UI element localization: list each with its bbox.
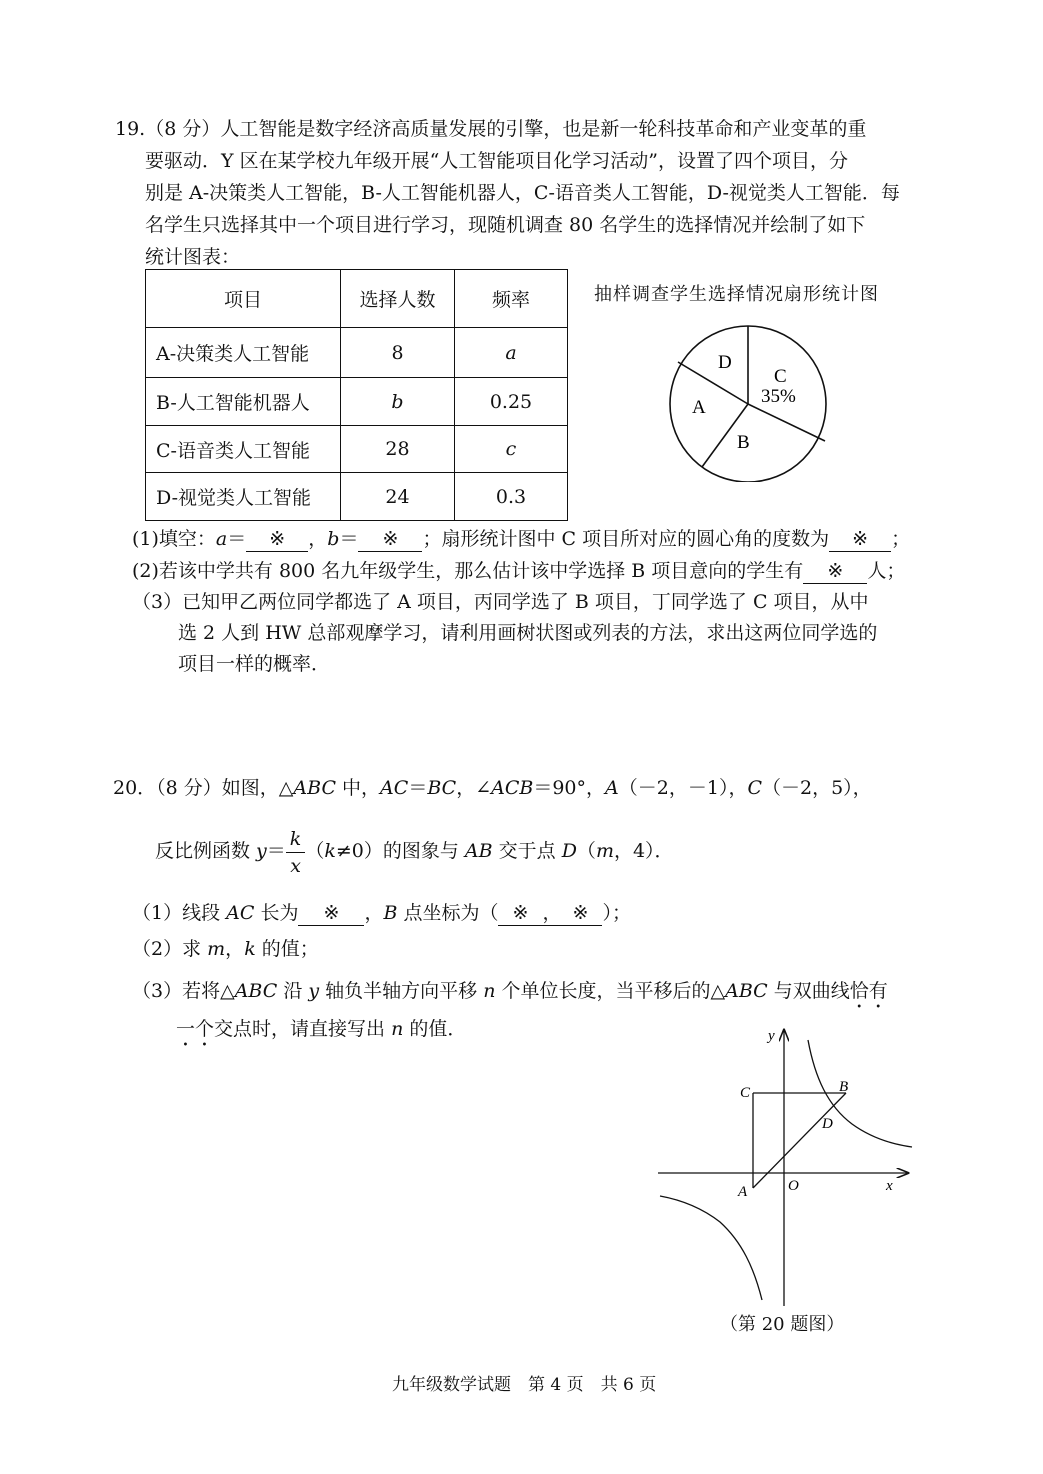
q20-part-3-line-1 <box>132 976 888 1013</box>
fraction-k-over-x <box>286 826 306 879</box>
frac-numerator: k <box>286 826 306 853</box>
q19-line-5: 统计图表： <box>145 246 241 268</box>
text: 轴负半轴方向平移 <box>319 980 484 1002</box>
text: （1）线段 <box>132 902 227 924</box>
text: 与双曲线 <box>767 980 850 1002</box>
blank-ac-length[interactable]: ※ <box>298 901 364 926</box>
coords-c: （－2，5）， <box>762 777 872 799</box>
blank-b-sep: ， <box>542 902 562 924</box>
hyperbola-branch-lower <box>660 1196 762 1300</box>
label-d: D <box>822 1116 833 1132</box>
text: 反比例函数 <box>155 840 257 862</box>
point-d: D <box>561 840 577 862</box>
table-cell: 28 <box>341 426 455 473</box>
label-y: y <box>768 1028 775 1044</box>
table-row <box>146 378 568 426</box>
text: 个单位长度，当平移后的△ <box>495 980 726 1002</box>
q19-part-2-text: (2)若该中学共有 800 名九年级学生，那么估计该中学选择 B 项目意向的学生有 <box>132 560 804 582</box>
text: ）； <box>602 902 631 924</box>
text: （ <box>576 840 596 862</box>
eq-sign: ＝ <box>339 528 359 550</box>
pie-label-c-pct: 35% <box>761 386 796 407</box>
q19-part-1-prefix: (1)填空： <box>132 528 216 550</box>
var-a: a <box>215 528 228 550</box>
table-header-row <box>146 270 568 328</box>
text: 长为 <box>254 902 299 924</box>
q19-part-1-middle: ；扇形统计图中 C 项目所对应的圆心角的度数为 <box>422 528 830 550</box>
table-cell: 0.3 <box>455 473 568 521</box>
q20-intro: 20．（8 分）如图，△ <box>113 777 294 799</box>
table-cell: A-决策类人工智能 <box>146 328 341 378</box>
pie-divider-ad <box>678 362 748 404</box>
q20-figure <box>650 1020 920 1315</box>
var-m: m <box>207 938 226 960</box>
table-cell: C-语音类人工智能 <box>146 426 341 473</box>
var-bc: BC <box>427 777 457 799</box>
var-n: n <box>391 1018 404 1040</box>
table-cell: c <box>455 426 568 473</box>
text: 点坐标为（ <box>397 902 499 924</box>
table-row <box>146 328 568 378</box>
comma: ， <box>364 902 384 924</box>
segment-ab <box>753 1093 846 1188</box>
semicolon: ； <box>891 528 911 550</box>
table-cell: a <box>455 328 568 378</box>
frac-denominator: x <box>290 854 301 877</box>
comma: ， <box>225 938 245 960</box>
q20-part-3-line-2 <box>176 1014 466 1051</box>
q19-line-4: 名学生只选择其中一个项目进行学习，现随机调查 80 名学生的选择情况并绘制了如下 <box>145 214 866 236</box>
label-c: C <box>740 1085 751 1101</box>
q20-line-1 <box>113 773 872 803</box>
var-abc: ABC <box>234 980 278 1002</box>
var-ac: AC <box>380 777 409 799</box>
text: ≠0）的图象与 <box>335 840 465 862</box>
q19-part-2 <box>132 556 905 586</box>
q19-part-3-line-3: 项目一样的概率． <box>178 653 331 675</box>
label-b: B <box>839 1079 849 1095</box>
table-header-cell: 项目 <box>146 270 341 328</box>
text: ＝90°， <box>533 777 606 799</box>
blank-b[interactable]: ※ <box>358 527 422 552</box>
table-cell: B-人工智能机器人 <box>146 378 341 426</box>
table-row <box>146 426 568 473</box>
q19-line-3: 别是 A-决策类人工智能，B-人工智能机器人，C-语音类人工智能，D-视觉类人工智能．每 <box>145 182 900 204</box>
stats-table <box>145 269 568 521</box>
emphasis-text: 一个 <box>176 1018 215 1040</box>
var-y: y <box>308 980 320 1002</box>
q19-part-2-end: 人； <box>867 560 906 582</box>
point-c: C <box>747 777 762 799</box>
table-header-cell: 选择人数 <box>341 270 455 328</box>
text: ＝ <box>408 777 428 799</box>
var-n: n <box>483 980 496 1002</box>
blank-students[interactable]: ※ <box>803 559 867 584</box>
blank-b-x[interactable]: ※ <box>498 901 542 926</box>
var-ac: AC <box>226 902 255 924</box>
point-b: B <box>383 902 398 924</box>
text: （3）若将△ <box>132 980 235 1002</box>
q19-part-1 <box>132 524 910 554</box>
q19-line-2: 要驱动．Y 区在某学校九年级开展“人工智能项目化学习活动”，设置了四个项目，分 <box>145 150 849 172</box>
var-k: k <box>244 938 256 960</box>
text: ，4）． <box>613 840 674 862</box>
table-cell: 8 <box>341 328 455 378</box>
q20-line-2 <box>155 820 674 882</box>
blank-angle[interactable]: ※ <box>829 527 891 552</box>
q19-part-3-line-1: （3）已知甲乙两位同学都选了 A 项目，丙同学选了 B 项目，丁同学选了 C 项目，从中 <box>132 591 869 613</box>
table-cell: 24 <box>341 473 455 521</box>
label-o: O <box>788 1178 799 1194</box>
pie-label-d: D <box>718 352 732 373</box>
blank-a[interactable]: ※ <box>246 527 308 552</box>
pie-chart <box>660 322 840 482</box>
q19-line-1: 19.（8 分）人工智能是数字经济高质量发展的引擎，也是新一轮科技革命和产业变革的重 <box>115 118 867 140</box>
text: 的值； <box>255 938 319 960</box>
table-cell: b <box>341 378 455 426</box>
pie-title: 抽样调查学生选择情况扇形统计图 <box>594 284 879 305</box>
page-footer: 九年级数学试题 第 4 页 共 6 页 <box>392 1375 657 1395</box>
q20-part-1 <box>132 898 631 928</box>
pie-label-b: B <box>737 432 750 453</box>
table-cell: 0.25 <box>455 378 568 426</box>
text: （2）求 <box>132 938 208 960</box>
comma: ， <box>308 528 328 550</box>
table-header-cell: 频率 <box>455 270 568 328</box>
var-abc: ABC <box>725 980 768 1002</box>
text: 交于点 <box>492 840 562 862</box>
eq-sign: ＝ <box>266 840 286 862</box>
text: 沿 <box>277 980 309 1002</box>
var-k: k <box>324 840 336 862</box>
pie-label-c: C <box>774 366 787 387</box>
q19-part-3-line-2: 选 2 人到 HW 总部观摩学习，请利用画树状图或列表的方法，求出这两位同学选的 <box>178 622 878 644</box>
pie-label-a: A <box>692 397 706 418</box>
text: 的值． <box>403 1018 467 1040</box>
var-acb: ACB <box>491 777 534 799</box>
text: ，∠ <box>456 777 492 799</box>
table-row <box>146 473 568 521</box>
q20-part-2 <box>132 934 319 964</box>
text: （ <box>305 840 325 862</box>
label-a: A <box>738 1184 748 1200</box>
var-y: y <box>256 840 267 862</box>
table-cell: D-视觉类人工智能 <box>146 473 341 521</box>
blank-b-y[interactable]: ※ <box>558 901 602 926</box>
coords-a: （－2，－1）， <box>618 777 748 799</box>
var-ab: AB <box>464 840 493 862</box>
pie-divider-cb <box>748 404 825 441</box>
var-abc: ABC <box>293 777 336 799</box>
emphasis-text: 恰有 <box>849 980 888 1002</box>
text: 中， <box>336 777 381 799</box>
var-m: m <box>595 840 614 862</box>
label-x: x <box>886 1178 893 1194</box>
text: 交点时，请直接写出 <box>214 1018 392 1040</box>
point-a: A <box>605 777 619 799</box>
var-b: b <box>327 528 340 550</box>
figure-caption: （第 20 题图） <box>720 1314 845 1335</box>
eq-sign: ＝ <box>227 528 247 550</box>
